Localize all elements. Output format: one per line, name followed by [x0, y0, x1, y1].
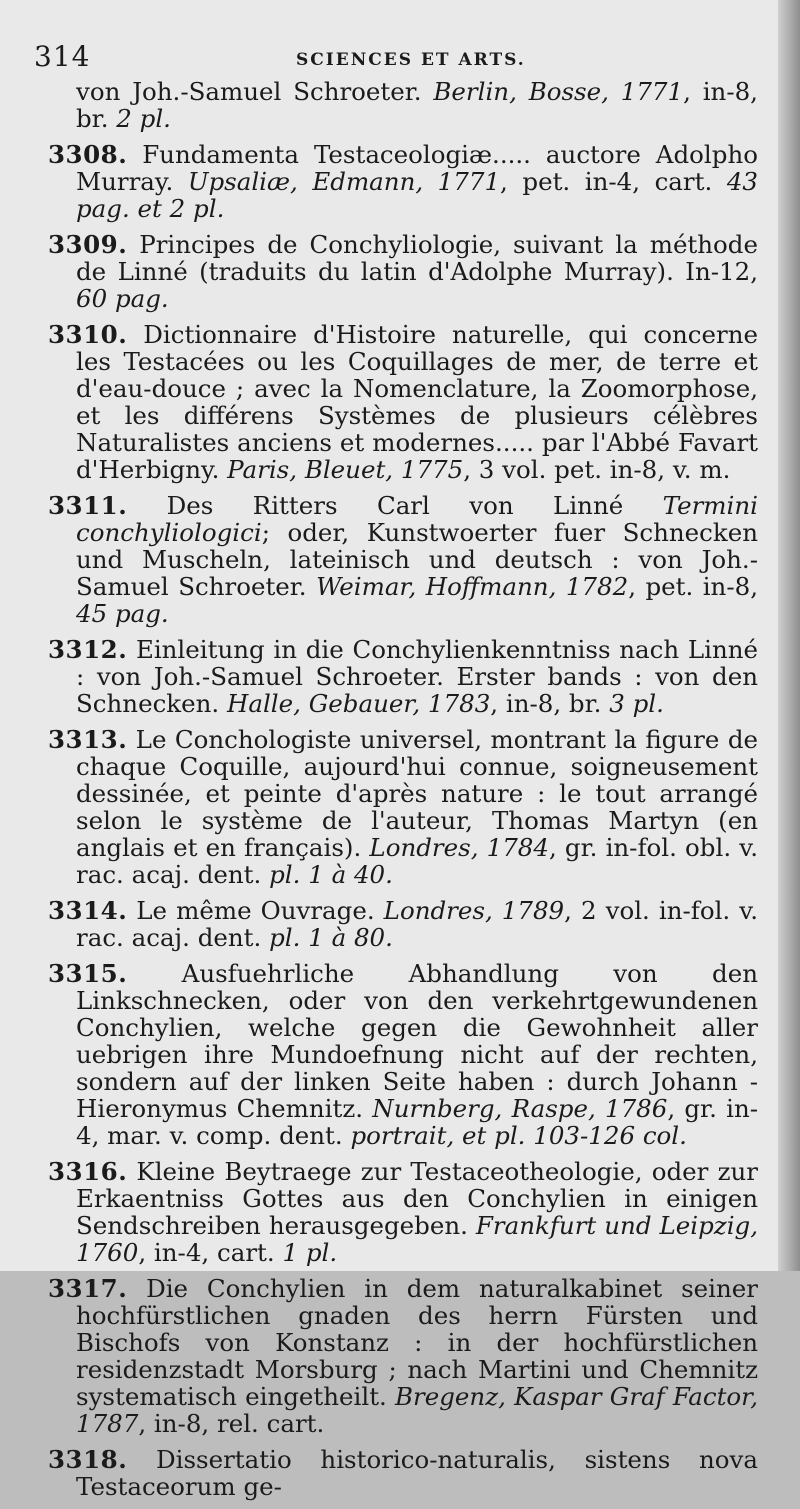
entry-text: , in-8, br. [490, 689, 610, 718]
entry-text: , in-8, rel. cart. [138, 1409, 325, 1438]
entry-text: von Joh.-Samuel Schroeter. [76, 77, 434, 106]
entry-text: ; oder, Kunstwoerter fuer Schnecken und Muscheln, lateinisch und deutsch : von Joh.-Samuel Schroeter. [76, 518, 758, 601]
entry-text: Des Ritters Carl von Linné [166, 491, 663, 520]
entry-text: , in-8, br. [76, 77, 758, 133]
entry-imprint: pl. 1 à 80. [269, 923, 393, 952]
entry-number: 3313. [48, 725, 128, 754]
catalog-entry [48, 78, 758, 132]
catalog-entry [48, 141, 758, 222]
entry-text: Kleine Beytraege zur Testaceotheologie, oder zur Erkaentniss Gottes aus den Conchylien in einigen Sendschreiben herausgegeben. [76, 1157, 758, 1240]
entry-text: , pet. in-8, [628, 572, 758, 601]
entry-imprint: 43 pag. et 2 pl. [76, 167, 758, 223]
page-number: 314 [34, 40, 91, 73]
entry-number: 3310. [48, 320, 128, 349]
catalog-entry [48, 636, 758, 717]
catalog-entry [48, 1275, 758, 1437]
entry-imprint: 3 pl. [609, 689, 664, 718]
entry-number: 3312. [48, 635, 128, 664]
catalog-entry [48, 1446, 758, 1500]
catalog-entry [48, 1158, 758, 1266]
entry-number: 3315. [48, 959, 128, 988]
entry-text: , in-4, cart. [138, 1238, 283, 1267]
page-edge [778, 0, 800, 1271]
entry-text: Fundamenta Testaceologiæ..... auctore Adolpho Murray. [76, 140, 758, 196]
entry-imprint: Frankfurt und Leipzig, 1760 [76, 1211, 759, 1267]
entry-number: 3318. [48, 1445, 128, 1474]
entry-imprint: Upsaliæ, Edmann, 1771 [187, 167, 501, 196]
entry-text: , gr. in-fol. obl. v. rac. acaj. dent. [76, 833, 758, 889]
entry-text: Dissertatio historico-naturalis, sistens nova Testaceorum ge- [76, 1445, 758, 1501]
catalog-entry [48, 492, 758, 627]
entry-number: 3311. [48, 491, 128, 520]
entry-imprint: Berlin, Bosse, 1771 [433, 77, 684, 106]
entry-number: 3308. [48, 140, 128, 169]
entry-text: , 3 vol. pet. in-8, v. m. [463, 455, 731, 484]
entry-imprint: Weimar, Hoffmann, 1782 [316, 572, 629, 601]
entry-imprint: Halle, Gebauer, 1783 [226, 689, 491, 718]
page-header [34, 40, 754, 76]
entry-imprint: 1 pl. [282, 1238, 338, 1267]
entry-text: , pet. in-4, cart. [500, 167, 727, 196]
catalog-entry [48, 897, 758, 951]
entry-text: Einleitung in die Conchylienkenntniss nach Linné : von Joh.-Samuel Schroeter. Erster bands : von den Schnecken. [76, 635, 758, 718]
entry-imprint: Londres, 1789 [383, 896, 565, 925]
entry-text: , 2 vol. in-fol. v. rac. acaj. dent. [76, 896, 758, 952]
entry-imprint: Paris, Bleuet, 1775 [227, 455, 464, 484]
catalog-entry [48, 231, 758, 312]
entry-text: Dictionnaire d'Histoire naturelle, qui concerne les Testacées ou les Coquillages de mer, de terre et d'eau-douce ; avec la Nomenclature, la Zoomorphose, et les différens Systèmes de plusieurs célèbres Naturalistes anciens et modernes..... par l'Abbé Favart d'Herbigny. [76, 320, 758, 484]
entry-imprint: Londres, 1784 [369, 833, 549, 862]
entry-imprint: Nurnberg, Raspe, 1786 [372, 1094, 668, 1123]
entry-number: 3314. [48, 896, 128, 925]
entry-text: Principes de Conchyliologie, suivant la méthode de Linné (traduits du latin d'Adolphe Murray). In-12, [76, 230, 758, 286]
catalog-entry [48, 321, 758, 483]
entry-imprint: Termini conchyliologici [76, 491, 758, 547]
entry-text: Ausfuehrliche Abhandlung von den Linkschnecken, oder von den verkehrtgewundenen Conchylien, welche gegen die Gewohnheit aller uebrigen ihre Mundoefnung nicht auf der rechten, sondern auf der linken Seite haben : durch Johann - Hieronymus Chemnitz. [76, 959, 758, 1123]
entry-imprint: 2 pl. [116, 104, 171, 133]
entry-imprint: 45 pag. [76, 599, 169, 628]
catalog-entries [48, 78, 758, 1509]
catalog-entry [48, 960, 758, 1149]
entry-text: , gr. in-4, mar. v. comp. dent. [76, 1094, 758, 1150]
entry-number: 3316. [48, 1157, 128, 1186]
entry-text: Le même Ouvrage. [136, 896, 384, 925]
entry-number: 3317. [48, 1274, 128, 1303]
entry-number: 3309. [48, 230, 128, 259]
entry-imprint: portrait, et pl. 103-126 col. [350, 1121, 687, 1150]
catalog-entry [48, 726, 758, 888]
entry-imprint: pl. 1 à 40. [269, 860, 393, 889]
running-title: SCIENCES ET ARTS. [296, 50, 526, 70]
entry-imprint: Bregenz, Kaspar Graf Factor, 1787 [76, 1382, 758, 1438]
entry-text: Die Conchylien in dem naturalkabinet seiner hochfürstlichen gnaden des herrn Fürsten und Bischofs von Konstanz : in der hochfürstlichen residenzstadt Morsburg ; nach Martini und Chemnitz systematisch eingetheilt. [76, 1274, 758, 1411]
entry-imprint: 60 pag. [76, 284, 169, 313]
entry-text: Le Conchologiste universel, montrant la figure de chaque Coquille, aujourd'hui connue, soigneusement dessinée, et peinte d'après nature : le tout arrangé selon le système de l'auteur, Thomas Martyn (en anglais et en français). [76, 725, 758, 862]
